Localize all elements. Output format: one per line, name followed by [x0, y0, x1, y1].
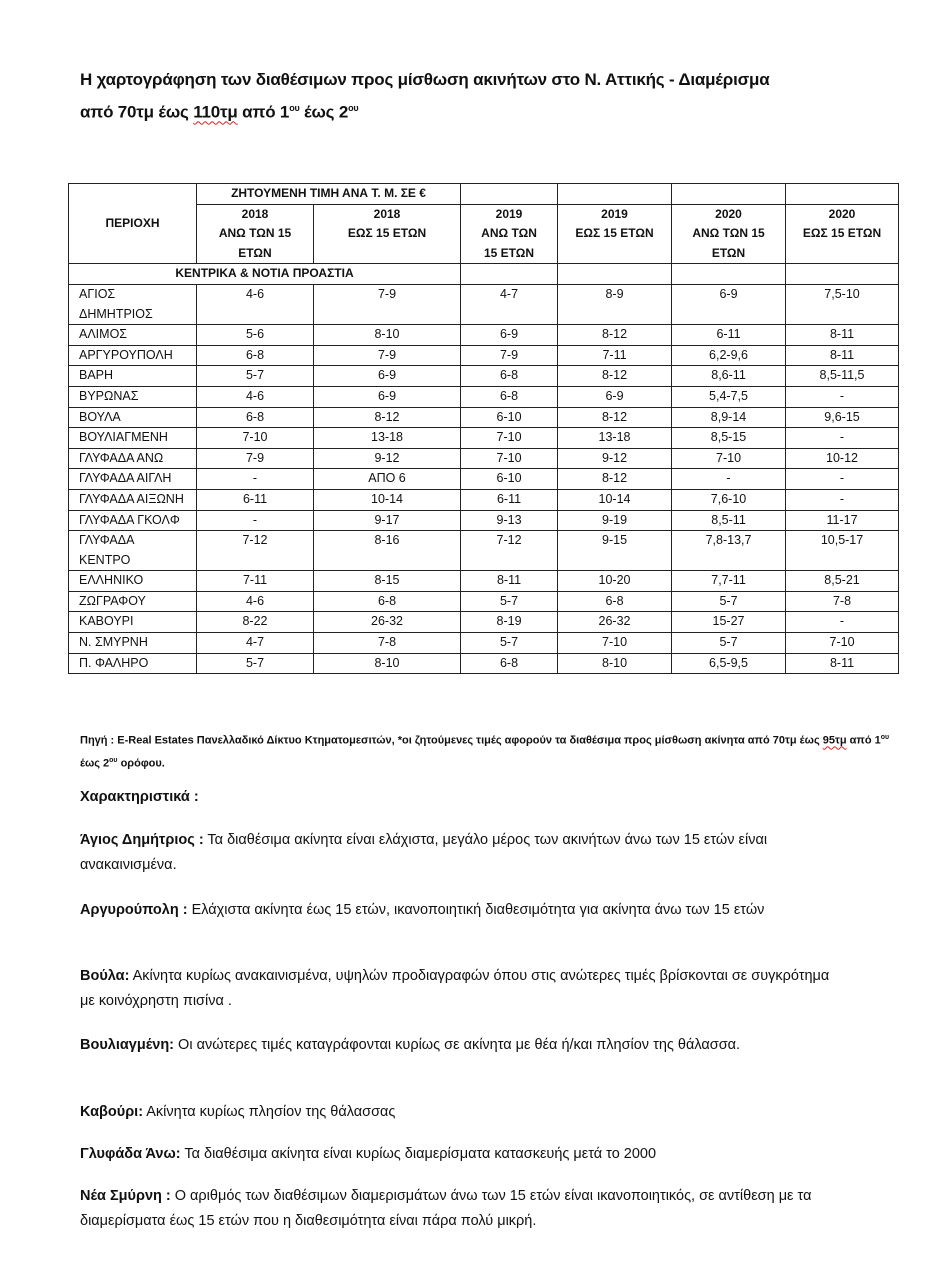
column-header [197, 204, 314, 264]
price-range-cell: 7-10 [558, 633, 672, 654]
price-range-cell: 9-13 [461, 510, 558, 531]
price-range-cell: 7-10 [461, 428, 558, 449]
price-range-cell: 6-9 [558, 386, 672, 407]
table-row [69, 510, 899, 531]
price-range-cell: 8-10 [314, 653, 461, 674]
table-row [69, 571, 899, 592]
table-row [69, 531, 899, 571]
section-row [69, 264, 899, 285]
column-header-line2: ΕΩΣ 15 ΕΤΩΝ [347, 226, 427, 241]
price-range-cell: 26-32 [314, 612, 461, 633]
column-header-year: 2019 [495, 206, 523, 221]
price-range-cell: 8-12 [314, 407, 461, 428]
price-range-cell: 5,4-7,5 [672, 386, 786, 407]
empty-section-cell [672, 264, 786, 285]
column-header-line3: ΕΤΩΝ [238, 245, 272, 260]
area-name-cell: ΒΑΡΗ [69, 366, 197, 387]
price-range-cell: 6,5-9,5 [672, 653, 786, 674]
price-range-cell: ΑΠΟ 6 [314, 469, 461, 490]
price-range-cell: 8-11 [786, 325, 899, 346]
price-range-cell: 5-7 [197, 366, 314, 387]
price-range-cell: 8,5-11,5 [786, 366, 899, 387]
feature-paragraph [80, 1033, 840, 1058]
table-row [69, 428, 899, 449]
feature-label: Άγιος Δημήτριος : [80, 832, 204, 848]
header-row-1 [69, 184, 899, 205]
column-header-line2: ΑΝΩ ΤΩΝ [481, 226, 537, 241]
source-text: ορόφου. [117, 757, 165, 770]
empty-section-cell [558, 264, 672, 285]
source-text: έως 2 [80, 757, 110, 770]
price-range-cell: 7-8 [314, 633, 461, 654]
column-header [461, 204, 558, 264]
price-range-cell: 8-11 [461, 571, 558, 592]
price-range-cell: 9-19 [558, 510, 672, 531]
table-row [69, 633, 899, 654]
title-line-1: Η χαρτογράφηση των διαθέσιμων προς μίσθωση ακινήτων στο Ν. Αττικής - Διαμέρισμα [80, 70, 770, 89]
column-header-line2: ΕΩΣ 15 ΕΤΩΝ [575, 226, 654, 241]
price-range-cell: 11-17 [786, 510, 899, 531]
table-row [69, 284, 899, 324]
column-header-year: 2020 [715, 206, 742, 221]
feature-label: Γλυφάδα Άνω: [80, 1146, 181, 1162]
price-range-cell: - [786, 386, 899, 407]
price-range-cell: 8-11 [786, 653, 899, 674]
column-header-year: 2019 [601, 206, 628, 221]
table-row [69, 366, 899, 387]
feature-text: Οι ανώτερες τιμές καταγράφονται κυρίως σε ακίνητα με θέα ή/και πλησίον της θάλασσα. [174, 1037, 741, 1053]
price-range-cell: 4-6 [197, 284, 314, 324]
price-range-cell: 6-10 [461, 407, 558, 428]
price-range-cell: 6-11 [672, 325, 786, 346]
column-header-line3: 15 ΕΤΩΝ [483, 245, 535, 260]
price-range-cell: 5-7 [672, 633, 786, 654]
area-name-cell: ΓΛΥΦΑΔΑ ΑΝΩ [69, 448, 197, 469]
price-range-cell: 6-8 [461, 386, 558, 407]
price-range-cell: 5-7 [461, 591, 558, 612]
empty-section-cell [461, 264, 558, 285]
price-range-cell: 6-10 [461, 469, 558, 490]
price-range-cell: 7,8-13,7 [672, 531, 786, 571]
price-range-cell: 9-12 [314, 448, 461, 469]
price-range-cell: 7-10 [672, 448, 786, 469]
price-range-cell: 4-6 [197, 591, 314, 612]
column-header [786, 204, 899, 264]
empty-header-cell [672, 184, 786, 205]
area-name-cell: ΚΑΒΟΥΡΙ [69, 612, 197, 633]
price-range-cell: 10-12 [786, 448, 899, 469]
price-range-cell: 15-27 [672, 612, 786, 633]
area-name-cell: ΖΩΓΡΑΦΟΥ [69, 591, 197, 612]
document-title [80, 66, 880, 127]
price-range-cell: 7-12 [461, 531, 558, 571]
price-range-cell: 6-9 [314, 366, 461, 387]
table-row [69, 386, 899, 407]
column-header-line2: ΕΩΣ 15 ΕΤΩΝ [802, 226, 882, 241]
area-name-cell: ΑΛΙΜΟΣ [69, 325, 197, 346]
price-range-cell: 5-7 [197, 653, 314, 674]
title-text: από 1 [237, 102, 290, 122]
price-range-cell: 5-7 [461, 633, 558, 654]
column-header-line2: ΑΝΩ ΤΩΝ 15 [692, 226, 765, 241]
price-range-cell: 7-8 [786, 591, 899, 612]
price-range-cell: 9-12 [558, 448, 672, 469]
source-superscript: ου [109, 756, 118, 764]
source-size-max: 95τμ [822, 734, 847, 747]
empty-section-cell [786, 264, 899, 285]
price-range-cell: 13-18 [558, 428, 672, 449]
feature-text: Ακίνητα κυρίως πλησίον της θάλασσας [143, 1104, 396, 1120]
price-range-cell: 8-12 [558, 469, 672, 490]
price-range-cell: 7-9 [314, 284, 461, 324]
table-row [69, 345, 899, 366]
column-header-year: 2018 [241, 206, 269, 221]
table-row [69, 653, 899, 674]
title-superscript: ου [289, 103, 300, 113]
feature-label: Βουλιαγμένη: [80, 1037, 175, 1053]
price-range-cell: 8-19 [461, 612, 558, 633]
price-range-cell: 6-8 [558, 591, 672, 612]
price-range-cell: 4-7 [197, 633, 314, 654]
source-text: από 1 [846, 734, 881, 747]
price-range-cell: 26-32 [558, 612, 672, 633]
price-range-cell: 8,5-21 [786, 571, 899, 592]
area-name-cell: Π. ΦΑΛΗΡΟ [69, 653, 197, 674]
price-range-cell: - [786, 612, 899, 633]
price-range-cell: 8-12 [558, 407, 672, 428]
price-range-cell: - [786, 489, 899, 510]
column-header-line3: ΕΤΩΝ [711, 245, 746, 260]
price-range-cell: 8-10 [558, 653, 672, 674]
price-range-cell: 6-9 [314, 386, 461, 407]
price-range-cell: 10-20 [558, 571, 672, 592]
price-range-cell: 8,9-14 [672, 407, 786, 428]
feature-text: Τα διαθέσιμα ακίνητα είναι κυρίως διαμερίσματα κατασκευής μετά το 2000 [180, 1146, 657, 1162]
area-name-cell: ΒΟΥΛΑ [69, 407, 197, 428]
price-range-cell: 6-8 [197, 407, 314, 428]
source-note [80, 728, 900, 773]
price-range-cell: 7-10 [786, 633, 899, 654]
price-range-cell: 7-9 [314, 345, 461, 366]
area-name-cell: ΕΛΛΗΝΙΚΟ [69, 571, 197, 592]
price-range-cell: 8-10 [314, 325, 461, 346]
feature-text: Ελάχιστα ακίνητα έως 15 ετών, ικανοποιητική διαθεσιμότητα για ακίνητα άνω των 15 ετών [187, 902, 765, 918]
price-range-cell: 8,5-11 [672, 510, 786, 531]
price-range-cell: 7,6-10 [672, 489, 786, 510]
column-header [314, 204, 461, 264]
feature-paragraph [80, 1142, 840, 1167]
area-name-cell: ΓΛΥΦΑΔΑ ΑΙΓΛΗ [69, 469, 197, 490]
feature-label: Βούλα: [80, 968, 130, 984]
price-range-cell: 7,7-11 [672, 571, 786, 592]
price-range-cell: 6-8 [197, 345, 314, 366]
price-range-cell: 4-6 [197, 386, 314, 407]
feature-text: Ο αριθμός των διαθέσιμων διαμερισμάτων άνω των 15 ετών είναι ικανοποιητικός, σε αντίθεση με τα διαμερίσματα έως 15 ετών που η διαθεσιμότητα είναι πάρα πολύ μικρή. [80, 1188, 812, 1229]
price-range-cell: 7-10 [461, 448, 558, 469]
price-range-cell: 7-9 [197, 448, 314, 469]
title-text: από 70τμ έως [80, 102, 194, 122]
area-name-cell: ΒΥΡΩΝΑΣ [69, 386, 197, 407]
price-range-cell: 5-6 [197, 325, 314, 346]
area-name-cell: ΒΟΥΛΙΑΓΜΕΝΗ [69, 428, 197, 449]
price-range-cell: 8,5-15 [672, 428, 786, 449]
price-range-cell: 7-12 [197, 531, 314, 571]
price-range-cell: 8-15 [314, 571, 461, 592]
price-range-cell: 10,5-17 [786, 531, 899, 571]
column-header [558, 204, 672, 264]
price-range-cell: 8-12 [558, 366, 672, 387]
title-superscript: ου [348, 103, 359, 113]
price-range-cell: 6,2-9,6 [672, 345, 786, 366]
price-range-cell: 7,5-10 [786, 284, 899, 324]
table-row [69, 407, 899, 428]
column-header-year: 2020 [828, 206, 856, 221]
price-range-cell: 13-18 [314, 428, 461, 449]
price-range-cell: 8-22 [197, 612, 314, 633]
price-range-cell: 10-14 [558, 489, 672, 510]
feature-label: Καβούρι: [80, 1104, 144, 1120]
price-range-cell: 8-11 [786, 345, 899, 366]
price-range-cell: - [197, 469, 314, 490]
feature-label: Αργυρούπολη : [80, 902, 188, 918]
price-range-cell: 6-8 [314, 591, 461, 612]
price-range-cell: 8,6-11 [672, 366, 786, 387]
price-range-cell: 6-9 [461, 325, 558, 346]
price-range-cell: 6-8 [461, 366, 558, 387]
source-superscript: ου [880, 734, 890, 741]
table-row [69, 489, 899, 510]
price-range-cell: - [786, 469, 899, 490]
price-range-cell: 7-11 [197, 571, 314, 592]
price-range-cell: - [197, 510, 314, 531]
feature-paragraph [80, 1184, 840, 1234]
rent-price-table [68, 183, 899, 674]
source-text: Πηγή : E-Real Estates Πανελλαδικό Δίκτυο Κτηματομεσιτών, *οι ζητούμενες τιμές αφορούν τα διαθέσιμα προς μίσθωση ακίνητα από 70τμ έως [80, 734, 823, 747]
title-line-2 [80, 94, 880, 127]
price-range-cell: 8-9 [558, 284, 672, 324]
price-per-sqm-header: ΖΗΤΟΥΜΕΝΗ ΤΙΜΗ ΑΝΑ Τ. Μ. ΣΕ € [197, 184, 461, 205]
area-name-cell: ΓΛΥΦΑΔΑ ΓΚΟΛΦ [69, 510, 197, 531]
price-range-cell: 6-9 [672, 284, 786, 324]
price-range-cell: 9-15 [558, 531, 672, 571]
price-range-cell: 5-7 [672, 591, 786, 612]
price-range-cell: 10-14 [314, 489, 461, 510]
empty-header-cell [558, 184, 672, 205]
price-range-cell: 7-10 [197, 428, 314, 449]
price-range-cell: 6-11 [197, 489, 314, 510]
table-row [69, 325, 899, 346]
area-column-header: ΠΕΡΙΟΧΗ [69, 184, 197, 264]
empty-header-cell [461, 184, 558, 205]
table-row [69, 591, 899, 612]
feature-paragraph [80, 828, 840, 878]
column-header [672, 204, 786, 264]
features-heading: Χαρακτηριστικά : [80, 789, 199, 805]
column-header-line2: ΑΝΩ ΤΩΝ 15 [218, 226, 292, 241]
price-range-cell: 6-8 [461, 653, 558, 674]
price-range-cell: 9,6-15 [786, 407, 899, 428]
table-row [69, 448, 899, 469]
area-name-cell: ΓΛΥΦΑΔΑ ΚΕΝΤΡΟ [69, 531, 197, 571]
feature-paragraph [80, 964, 840, 1014]
price-range-cell: 7-11 [558, 345, 672, 366]
title-size-max: 110τμ [193, 102, 238, 122]
price-range-cell: 8-16 [314, 531, 461, 571]
table-row [69, 469, 899, 490]
area-name-cell: ΑΓΙΟΣ ΔΗΜΗΤΡΙΟΣ [69, 284, 197, 324]
table-row [69, 612, 899, 633]
feature-text: Τα διαθέσιμα ακίνητα είναι ελάχιστα, μεγάλο μέρος των ακινήτων άνω των 15 ετών είναι ανακαινισμένα. [80, 832, 768, 873]
feature-text: Ακίνητα κυρίως ανακαινισμένα, υψηλών προδιαγραφών όπου στις ανώτερες τιμές βρίσκονται σε συγκρότημα με κοινόχρηστη πισίνα . [80, 968, 830, 1009]
area-name-cell: ΓΛΥΦΑΔΑ ΑΙΞΩΝΗ [69, 489, 197, 510]
price-range-cell: 9-17 [314, 510, 461, 531]
feature-paragraph [80, 898, 840, 923]
price-range-cell: 8-12 [558, 325, 672, 346]
feature-paragraph [80, 1100, 840, 1125]
feature-label: Νέα Σμύρνη : [80, 1188, 171, 1204]
price-range-cell: - [786, 428, 899, 449]
section-label: ΚΕΝΤΡΙΚΑ & ΝΟΤΙΑ ΠΡΟΑΣΤΙΑ [69, 264, 461, 285]
price-range-cell: 4-7 [461, 284, 558, 324]
price-range-cell: 7-9 [461, 345, 558, 366]
column-header-year: 2018 [373, 206, 401, 221]
price-range-cell: - [672, 469, 786, 490]
area-name-cell: ΑΡΓΥΡΟΥΠΟΛΗ [69, 345, 197, 366]
title-text: έως 2 [299, 102, 349, 122]
empty-header-cell [786, 184, 899, 205]
area-name-cell: Ν. ΣΜΥΡΝΗ [69, 633, 197, 654]
price-range-cell: 6-11 [461, 489, 558, 510]
